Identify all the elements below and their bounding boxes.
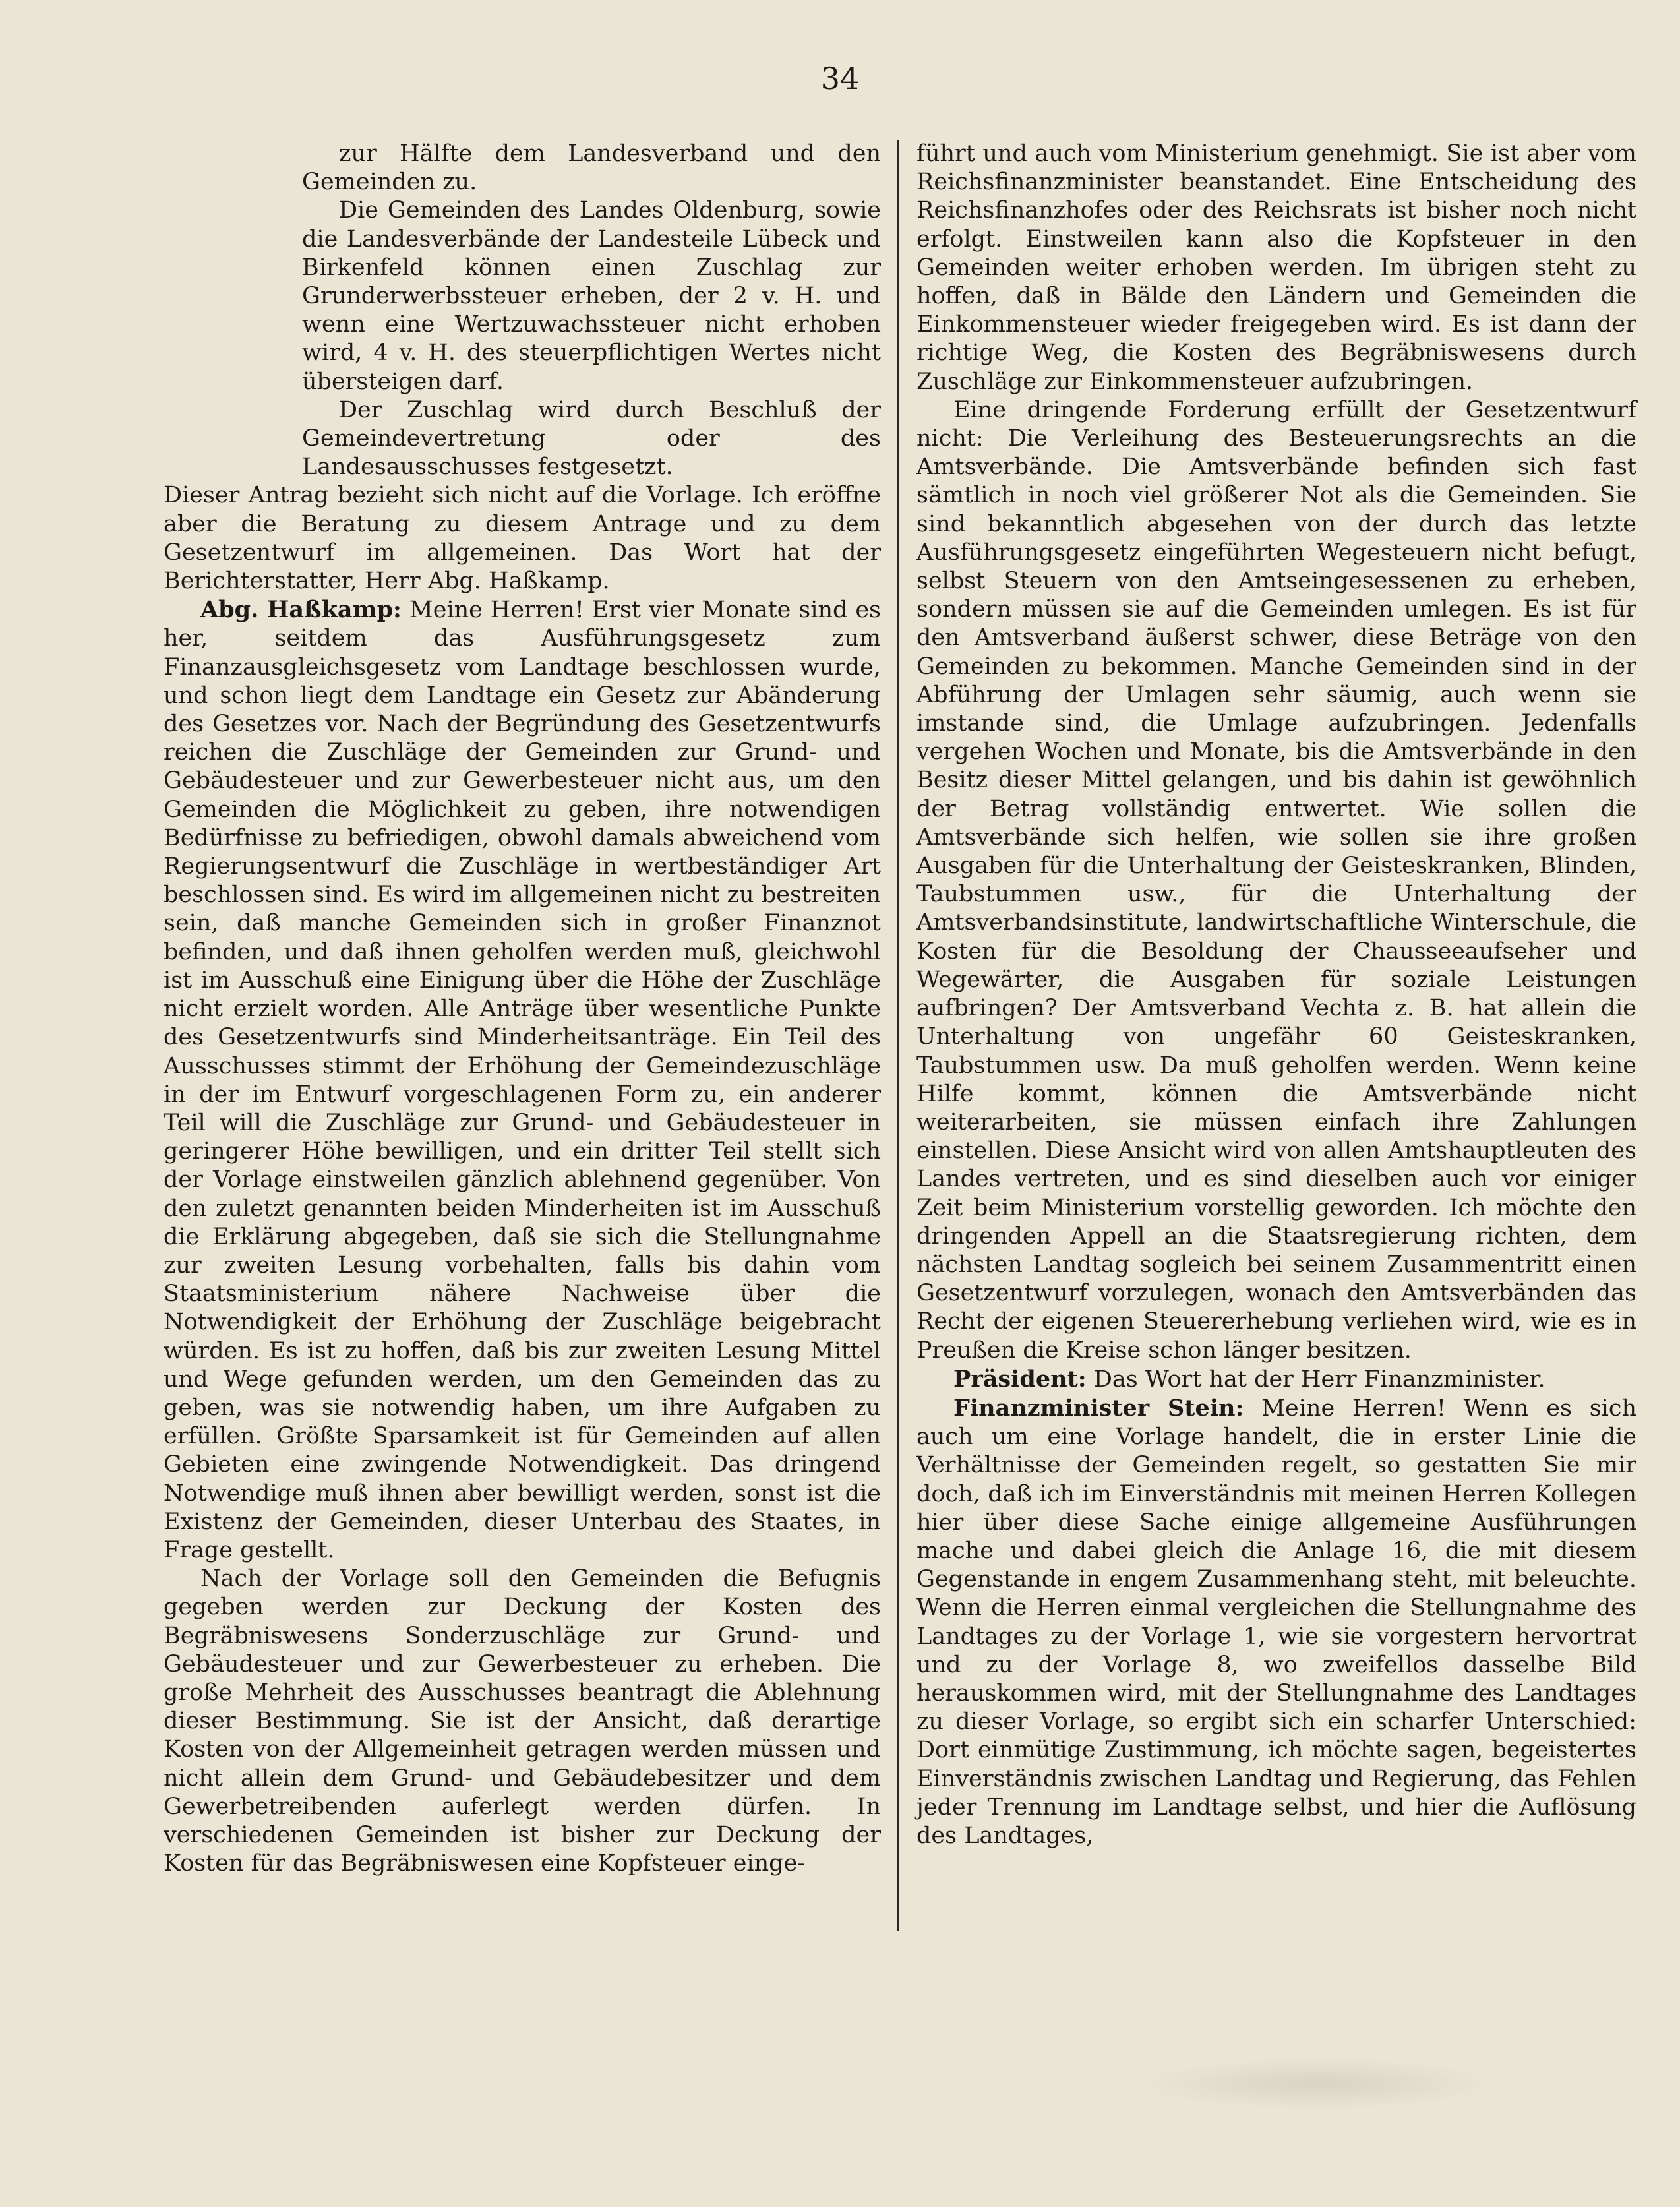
speaker-label: Abg. Haßkamp: bbox=[200, 596, 402, 624]
paragraph bbox=[916, 1394, 1636, 1850]
paragraph bbox=[164, 595, 881, 1565]
paragraph bbox=[916, 140, 1636, 396]
paragraph-text: Die Gemeinden des Landes Oldenburg, sowie die Landesverbände der Landesteile Lübeck und Birkenfeld können einen Zuschlag zur Grunderwerbssteuer erheben, der 2 v. H. und wenn eine Wertzuwachssteuer nicht erhoben wird, 4 v. H. des steuerpflichtigen Wertes nicht übersteigen darf. bbox=[302, 197, 881, 395]
paper-stain bbox=[1141, 2057, 1497, 2110]
speaker-label: Präsident: bbox=[953, 1365, 1087, 1393]
paragraph-text: Das Wort hat der Herr Finanzminister. bbox=[1093, 1366, 1545, 1393]
paragraph-text: Nach der Vorlage soll den Gemeinden die Befugnis gegeben werden zur Deckung der Kosten des Begräbniswesens Sonderzuschläge zur Grund- und Gebäudesteuer und zur Gewerbesteuer zu erheben. Die große Mehrheit des Ausschusses beantragt die Ablehnung dieser Bestimmung. Sie ist der Ansicht, daß derartige Kosten von der Allgemeinheit getragen werden müssen und nicht allein dem Grund- und Gebäudebesitzer und dem Gewerbetreibenden auferlegt werden dürfen. In verschiedenen Gemeinden ist bisher zur Deckung der Kosten für das Begräbniswesen eine Kopfsteuer einge- bbox=[164, 1565, 881, 1877]
paragraph bbox=[302, 140, 881, 197]
paragraph bbox=[164, 481, 881, 595]
paragraph-text: Meine Herren! Erst vier Monate sind es her, seitdem das Ausführungsgesetz zum Finanzausgleichsgesetz vom Landtage beschlossen wurde, und schon liegt dem Landtage ein Gesetz zur Abänderung des Gesetzes vor. Nach der Begründung des Gesetzentwurfs reichen die Zuschläge der Gemeinden zur Grund- und Gebäudesteuer und zur Gewerbesteuer nicht aus, um den Gemeinden die Möglichkeit zu geben, ihre notwendigen Bedürfnisse zu befriedigen, obwohl damals abweichend vom Regierungsentwurf die Zuschläge in wertbeständiger Art beschlossen sind. Es wird im allgemeinen nicht zu bestreiten sein, daß manche Gemeinden sich in großer Finanznot befinden, und daß ihnen geholfen werden muß, gleichwohl ist im Ausschuß eine Einigung über die Höhe der Zuschläge nicht erzielt worden. Alle Anträge über wesentliche Punkte des Gesetzentwurfs sind Minderheitsanträge. Ein Teil des Ausschusses stimmt der Erhöhung der Gemeindezuschläge in der im Entwurf vorgeschlagenen Form zu, ein anderer Teil will die Zuschläge zur Grund- und Gebäudesteuer in geringerer Höhe bewilligen, und ein dritter Teil stellt sich der Vorlage einstweilen gänzlich ablehnend gegenüber. Von den zuletzt genannten beiden Minderheiten ist im Ausschuß die Erklärung abgegeben, daß sie sich die Stellungnahme zur zweiten Lesung vorbehalten, falls bis dahin vom Staatsministerium nähere Nachweise über die Notwendigkeit der Erhöhung der Zuschläge beigebracht würden. Es ist zu hoffen, daß bis zur zweiten Lesung Mittel und Wege gefunden werden, um den Gemeinden das zu geben, was sie notwendig haben, um ihre Aufgaben zu erfüllen. Größte Sparsamkeit ist für Gemeinden auf allen Gebieten eine zwingende Notwendigkeit. Das dringend Notwendige muß ihnen aber bewilligt werden, sonst ist die Existenz der Gemeinden, dieser Unterbau des Staates, in Frage gestellt. bbox=[164, 597, 881, 1563]
left-column bbox=[164, 140, 881, 1878]
paragraph-text: Eine dringende Forderung erfüllt der Gesetzentwurf nicht: Die Verleihung des Besteuerungsrechts an die Amtsverbände. Die Amtsverbände befinden sich fast sämtlich in noch viel größerer Not als die Gemeinden. Sie sind bekanntlich abgesehen von der durch das letzte Ausführungsgesetz eingeführten Wegesteuern nicht befugt, selbst Steuern von den Amtseingesessenen zu erheben, sondern müssen sie auf die Gemeinden umlegen. Es ist für den Amtsverband äußerst schwer, diese Beträge von den Gemeinden zu bekommen. Manche Gemeinden sind in der Abführung der Umlagen sehr säumig, auch wenn sie imstande sind, die Umlage aufzubringen. Jedenfalls vergehen Wochen und Monate, bis die Amtsverbände in den Besitz dieser Mittel gelangen, und bis dahin ist gewöhnlich der Betrag vollständig entwertet. Wie sollen die Amtsverbände sich helfen, wie sollen sie ihre großen Ausgaben für die Unterhaltung der Geisteskranken, Blinden, Taubstummen usw., für die Unterhaltung der Amtsverbandsinstitute, landwirtschaftliche Winterschule, die Kosten für die Besoldung der Chausseeaufseher und Wegewärter, die Ausgaben für soziale Leistungen aufbringen? Der Amtsverband Vechta z. B. hat allein die Unterhaltung von ungefähr 60 Geisteskranken, Taubstummen usw. Da muß geholfen werden. Wenn keine Hilfe kommt, können die Amtsverbände nicht weiterarbeiten, sie müssen einfach ihre Zahlungen einstellen. Diese Ansicht wird von allen Amtshauptleuten des Landes vertreten, und es sind dieselben auch vor einiger Zeit beim Ministerium vorstellig geworden. Ich möchte den dringenden Appell an die Staatsregierung richten, dem nächsten Landtag sogleich bei seinem Zusammentritt einen Gesetzentwurf vorzulegen, wonach den Amtsverbänden das Recht der eigenen Steuererhebung verliehen wird, wie es in Preußen die Kreise schon länger besitzen. bbox=[916, 396, 1636, 1364]
paragraph bbox=[302, 197, 881, 396]
paragraph bbox=[302, 396, 881, 482]
paragraph bbox=[916, 1365, 1636, 1394]
paragraph-text: Dieser Antrag bezieht sich nicht auf die Vorlage. Ich eröffne aber die Beratung zu diesem Antrage und zu dem Gesetzentwurf im allgemeinen. Das Wort hat der Berichterstatter, Herr Abg. Haßkamp. bbox=[164, 482, 881, 595]
column-divider bbox=[897, 140, 899, 1931]
paragraph-text: Meine Herren! Wenn es sich auch um eine Vorlage handelt, die in erster Linie die Verhältnisse der Gemeinden regelt, so gestatten Sie mir doch, daß ich im Einverständnis mit meinen Herren Kollegen hier über diese Sache einige allgemeine Ausführungen mache und dabei gleich die Anlage 16, die mit diesem Gegenstande in engem Zusammenhang steht, mit beleuchte. Wenn die Herren einmal vergleichen die Stellungnahme des Landtages zu der Vorlage 1, wie sie vorgestern hervortrat und zu der Vorlage 8, wo zweifellos dasselbe Bild herauskommen wird, mit der Stellungnahme des Landtages zu dieser Vorlage, so ergibt sich ein scharfer Unterschied: Dort einmütige Zustimmung, ich möchte sagen, begeistertes Einverständnis zwischen Landtag und Regierung, das Fehlen jeder Trennung im Landtage selbst, und hier die Auflösung des Landtages, bbox=[916, 1395, 1636, 1849]
paragraph-text: führt und auch vom Ministerium genehmigt. Sie ist aber vom Reichsfinanzminister beanstandet. Eine Entscheidung des Reichsfinanzhofes oder des Reichsrats ist bisher noch nicht erfolgt. Einstweilen kann also die Kopfsteuer in den Gemeinden weiter erhoben werden. Im übrigen steht zu hoffen, daß in Bälde den Ländern und Gemeinden die Einkommensteuer wieder freigegeben wird. Es ist dann der richtige Weg, die Kosten des Begräbniswesens durch Zuschläge zur Einkommensteuer aufzubringen. bbox=[916, 140, 1636, 395]
paragraph-text: zur Hälfte dem Landesverband und den Gemeinden zu. bbox=[302, 140, 881, 196]
right-column bbox=[916, 140, 1636, 1850]
paragraph bbox=[164, 1565, 881, 1878]
paragraph bbox=[916, 396, 1636, 1365]
speaker-label: Finanzminister Stein: bbox=[953, 1394, 1244, 1422]
page-number: 34 bbox=[820, 61, 860, 96]
paragraph-text: Der Zuschlag wird durch Beschluß der Gemeindevertretung oder des Landesausschusses festgesetzt. bbox=[302, 396, 881, 481]
